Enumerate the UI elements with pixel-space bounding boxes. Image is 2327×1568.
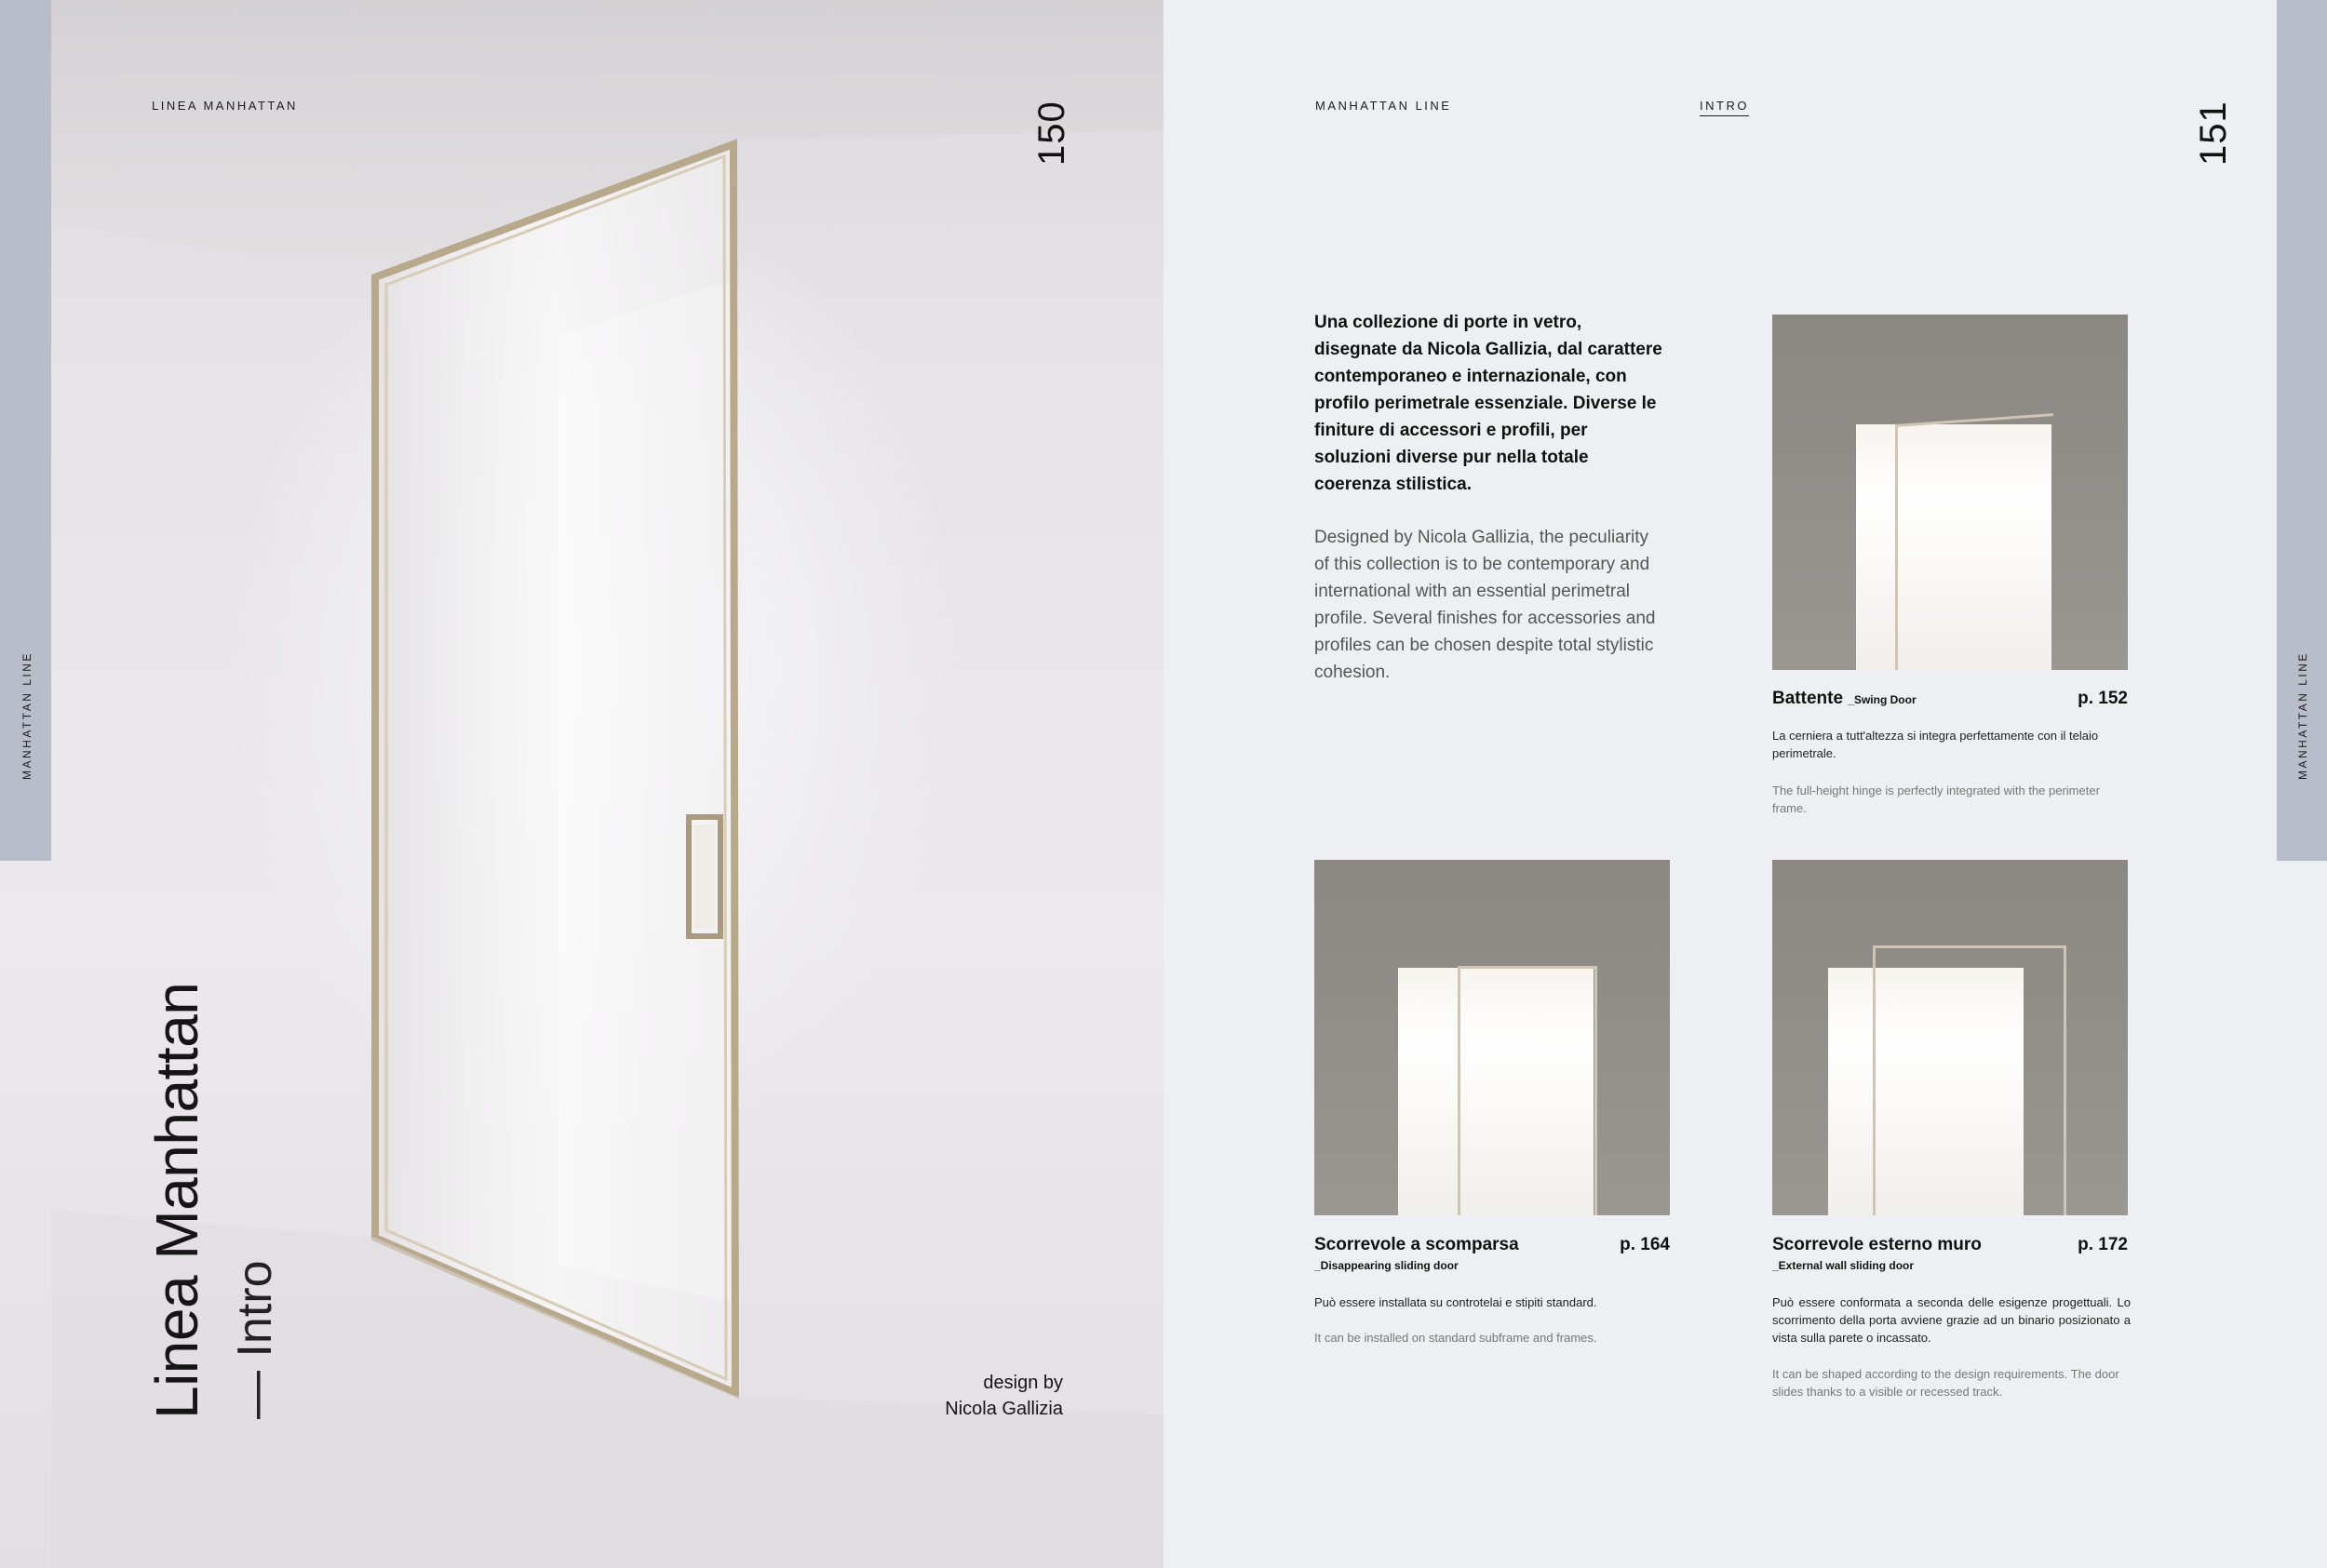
right-header-label: MANHATTAN LINE	[1315, 99, 1452, 113]
card-disappearing-door-subtitle: _Disappearing sliding door	[1314, 1259, 1459, 1272]
swing-door-photo	[1772, 315, 2128, 670]
card-disappearing-door-title: Scorrevole a scomparsa	[1314, 1235, 1519, 1254]
card-external-wall-door-text-en: It can be shaped according to the design requirements. The door slides thanks to a visible or recessed track.	[1772, 1367, 2119, 1399]
card-external-wall-door-subtitle: _External wall sliding door	[1772, 1259, 1915, 1272]
card-swing-door-title: Battente _Swing Door	[1772, 689, 1917, 708]
section-label: INTRO	[1700, 99, 1749, 116]
left-side-tab-label: MANHATTAN LINE	[20, 651, 34, 780]
card-swing-door-page-ref: p. 152	[2078, 689, 2128, 708]
right-page-number: 151	[2193, 101, 2234, 166]
design-credit	[945, 1370, 1063, 1422]
intro-italian: Una collezione di porte in vetro, disegnate da Nicola Gallizia, dal carattere contemporaneo e internazionale, con profilo perimetrale essenziale. Diverse le finiture di accessori e profili, per soluzioni diverse pur nella totale coerenza stilistica.	[1314, 313, 1662, 494]
right-side-tab-label: MANHATTAN LINE	[2296, 651, 2309, 780]
card-external-wall-door-title: Scorrevole esterno muro	[1772, 1235, 1982, 1254]
external-wall-door-photo	[1772, 860, 2128, 1215]
title-text: Linea Manhattan	[143, 982, 210, 1419]
design-by-label: design by	[983, 1373, 1063, 1393]
card-external-wall-door-text-it: Può essere conformata a seconda delle esigenze progettuali. Lo scorrimento della porta avviene grazie ad un binario posizionato a vista sulla parete o incassato.	[1772, 1295, 2131, 1345]
intro-english: Designed by Nicola Gallizia, the peculiarity of this collection is to be contemporary and international with an essential perimetral profile. Several finishes for accessories and profiles can be chosen despite total stylistic cohesion.	[1314, 528, 1656, 682]
card-swing-door-subtitle: _Swing Door	[1848, 693, 1917, 706]
card-swing-door-text-it: La cerniera a tutt'altezza si integra perfettamente con il telaio perimetrale.	[1772, 729, 2099, 760]
subtitle-text: — Intro	[228, 1260, 282, 1419]
card-disappearing-door-page-ref: p. 164	[1620, 1235, 1670, 1254]
page-title	[143, 982, 282, 1419]
card-disappearing-door-text-en: It can be installed on standard subframe and frames.	[1314, 1331, 1597, 1345]
left-header-label: LINEA MANHATTAN	[152, 99, 298, 113]
designer-name: Nicola Gallizia	[945, 1399, 1063, 1419]
left-page-number: 150	[1031, 101, 1072, 166]
card-external-wall-door-page-ref: p. 172	[2078, 1235, 2128, 1254]
card-disappearing-door-text-it: Può essere installata su controtelai e stipiti standard.	[1314, 1295, 1597, 1309]
card-swing-door-text-en: The full-height hinge is perfectly integrated with the perimeter frame.	[1772, 784, 2100, 815]
disappearing-door-photo	[1314, 860, 1670, 1215]
